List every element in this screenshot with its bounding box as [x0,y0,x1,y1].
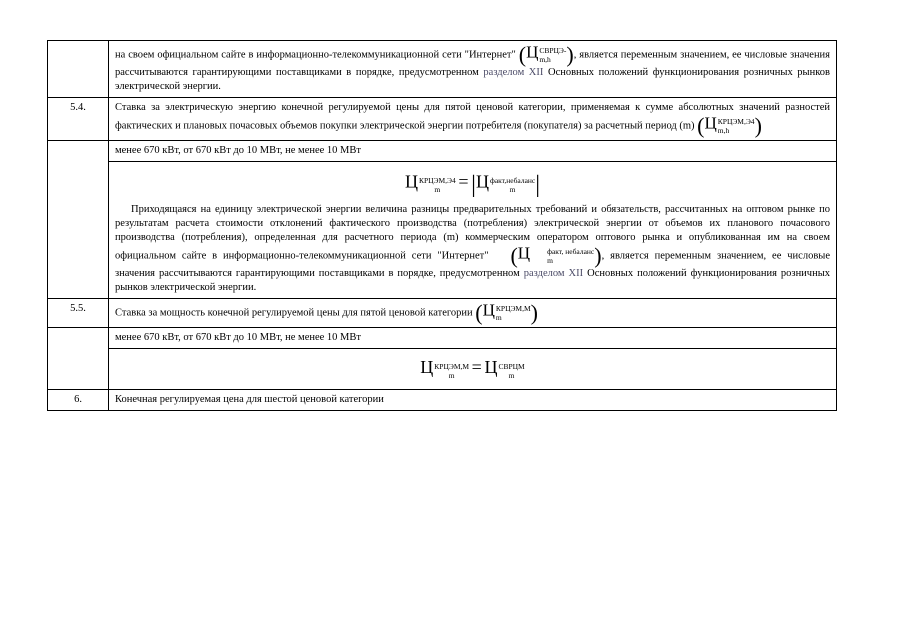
row-text [109,98,837,141]
superscript: КРЦЭМ,М [434,361,470,371]
row-number [48,41,109,98]
row-number-empty [48,141,109,162]
section-link[interactable]: разделом XII [523,268,584,279]
symbol: Ц [404,171,418,192]
table-row [48,299,837,328]
row-text: менее 670 кВт, от 670 кВт до 10 МВт, не менее 10 МВт [109,141,837,162]
table-row [48,141,837,162]
superscript: СВРЦМ [498,361,525,371]
row-text [109,299,837,328]
text-fragment: Основных положений функционирования розничных рынков электрической энергии. [115,268,831,293]
symbol: Ц [526,42,539,62]
superscript: СВРЦЭ- [539,46,567,55]
symbol: Ц [704,113,717,133]
row-number-empty [48,349,109,390]
subscript: m [547,256,553,265]
text-fragment: , является переменным значением, ее числовые значения рассчитываются гарантирующими поставщиками в порядке, предусмотренном [115,250,830,279]
symbol: Ц [484,357,498,377]
table-row [48,98,837,141]
subscript: m [508,370,515,380]
subscript: m,h [717,126,730,135]
table-row [48,162,837,299]
table-row [48,389,837,410]
formula-block: Ц КРЦЭМ,Э4 m = |Ц факт,небаланс m | [404,171,541,198]
table-row [48,41,837,98]
row-number: 5.5. [48,299,109,328]
text-fragment: на своем официальном сайте в информационно-телекоммуникационной сети "Интернет" [115,49,516,61]
row-formula-cell [109,162,837,299]
row-number-empty [48,162,109,299]
superscript: факт, небаланс [547,247,595,256]
formula-inline: (Ц КРЦЭМ,М m ) [475,300,538,325]
row-text [109,41,837,98]
superscript: КРЦЭМ,Э4 [717,117,755,126]
row-number: 6. [48,389,109,410]
superscript: факт,небаланс [489,176,536,185]
text-fragment: Ставка за мощность конечной регулируемой цены для пятой ценовой категории [115,307,473,319]
price-table [47,40,837,411]
text-fragment: , является переменным значением, ее числовые значения рассчитываются гарантирующими поставщиками в порядке, предусмотренном [115,49,831,78]
table-row [48,328,837,349]
superscript: КРЦЭМ,М [495,304,531,313]
symbol: Ц [517,243,531,263]
row-formula-cell [109,349,837,390]
formula-inline: (Ц КРЦЭМ,Э4 m,h ) [697,113,762,138]
subscript: m [509,185,516,194]
subscript: m,h [539,55,551,64]
formula-inline: (Ц СВРЦЭ- m,h ) [518,42,574,67]
symbol: Ц [420,357,434,377]
text-fragment: Ставка за электрическую энергию конечной регулируемой цены для пятой ценовой категории, применяемая к сумме абсолютных значений разностей фактических и плановых почасовых объемов покупки электрической энергии потребителя (покупателя) за расчетный период (m) [115,102,830,132]
equals-sign: = [471,357,482,377]
subscript: m [495,313,502,322]
row-number-empty [48,328,109,349]
text-fragment: Основных положений функционирования розничных рынков электрической энергии. [115,67,831,92]
table-row [48,349,837,390]
subscript: m [448,370,455,380]
text-fragment: Приходящаяся на единицу электрической энергии величина разницы предварительных требований и обязательств, рассчитанных на оптовом рынке по результатам расчета стоимости отклонений фактического производства (потребления) электрической энергии от объемов их планового почасового производства (потребления), определенная для расчетного периода (m) коммерческим оператором оптового рынка и опубликованная им на своем официальном сайте в информационно-телекоммуникационной сети "Интернет" [115,204,830,262]
symbol: Ц [482,300,495,320]
equals-sign: = [458,171,469,192]
superscript: КРЦЭМ,Э4 [418,176,456,185]
description-paragraph [115,203,830,295]
row-text: Конечная регулируемая цена для шестой ценовой категории [109,389,837,410]
row-text: менее 670 кВт, от 670 кВт до 10 МВт, не менее 10 МВт [109,328,837,349]
subscript: m [434,185,441,194]
formula-inline: (Ц факт, небаланс m ) [510,243,602,268]
formula-block [115,352,830,386]
section-link[interactable]: разделом XII [483,67,544,78]
symbol: Ц [475,171,489,192]
row-number: 5.4. [48,98,109,141]
